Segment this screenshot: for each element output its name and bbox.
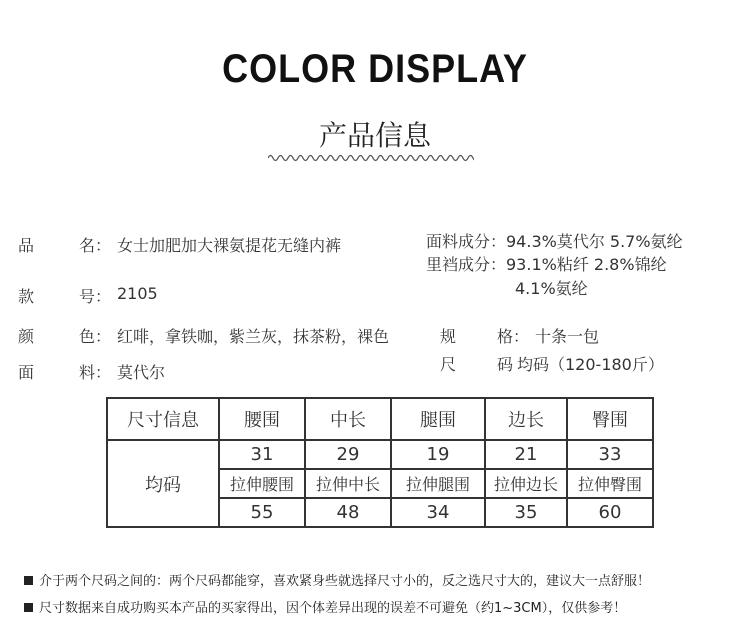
table-header-cell: 腿围: [391, 398, 485, 440]
page-title: COLOR DISPLAY: [222, 45, 528, 91]
table-header-cell: 腰围: [219, 398, 305, 440]
table-cell: 29: [305, 440, 391, 469]
fabric-label-1: 面: [18, 363, 35, 382]
note-text: 介于两个尺码之间的：两个尺码都能穿，喜欢紧身些就选择尺寸小的，反之选尺寸大的，建议大一点舒服！: [39, 574, 651, 589]
fabric-label-2: 料：: [79, 363, 112, 382]
table-cell: 31: [219, 440, 305, 469]
table-cell: 60: [567, 498, 653, 527]
note-text: 尺寸数据来自成功购买本产品的买家得出，因个体差异出现的误差不可避免（约1~3CM），仅供参考！: [39, 601, 627, 616]
table-header-cell: 臀围: [567, 398, 653, 440]
note-item: [24, 570, 650, 589]
table-header-cell: 边长: [485, 398, 567, 440]
note-item: [24, 597, 626, 616]
table-header-row: [107, 398, 653, 440]
table-cell: 拉伸中长: [305, 469, 391, 498]
color-label-1: 颜: [18, 327, 35, 346]
table-cell: 21: [485, 440, 567, 469]
model-label-2: 号：: [79, 287, 112, 306]
table-row: [107, 440, 653, 469]
spec-label-2: 格：: [497, 327, 530, 346]
section-title: 产品信息: [318, 119, 431, 152]
table-cell: 拉伸边长: [485, 469, 567, 498]
fabric-composition: 面料成分：94.3%莫代尔 5.7%氨纶: [426, 232, 683, 251]
size-label-1: 尺: [440, 355, 457, 374]
name-label-1: 品: [18, 236, 35, 255]
size-name-cell: 均码: [107, 440, 219, 527]
table-header-cell: 尺寸信息: [107, 398, 219, 440]
crotch-composition-cont: 4.1%氨纶: [515, 279, 588, 298]
size-label-2: 码: [497, 355, 514, 374]
table-header-cell: 中长: [305, 398, 391, 440]
crotch-composition: 里裆成分：93.1%粘纤 2.8%锦纶: [426, 255, 667, 274]
table-cell: 55: [219, 498, 305, 527]
color-label-2: 色：: [79, 327, 112, 346]
color-options: 红啡，拿铁咖，紫兰灰，抹茶粉，裸色: [117, 327, 390, 346]
wavy-divider: [268, 152, 474, 164]
table-cell: 34: [391, 498, 485, 527]
table-cell: 拉伸腿围: [391, 469, 485, 498]
fabric-value: 莫代尔: [117, 363, 166, 382]
table-cell: 19: [391, 440, 485, 469]
product-name: 女士加肥加大裸氨提花无缝内裤: [117, 236, 342, 255]
model-number: 2105: [117, 284, 158, 303]
size-table: [106, 397, 654, 528]
table-cell: 拉伸腰围: [219, 469, 305, 498]
table-cell: 48: [305, 498, 391, 527]
name-label-2: 名：: [79, 236, 112, 255]
size-value: 均码（120-180斤）: [517, 355, 664, 374]
table-cell: 33: [567, 440, 653, 469]
table-cell: 拉伸臀围: [567, 469, 653, 498]
table-cell: 35: [485, 498, 567, 527]
spec-label-1: 规: [440, 327, 457, 346]
square-bullet-icon: [24, 603, 33, 612]
square-bullet-icon: [24, 576, 33, 585]
model-label-1: 款: [18, 287, 35, 306]
spec-value: 十条一包: [535, 327, 600, 346]
